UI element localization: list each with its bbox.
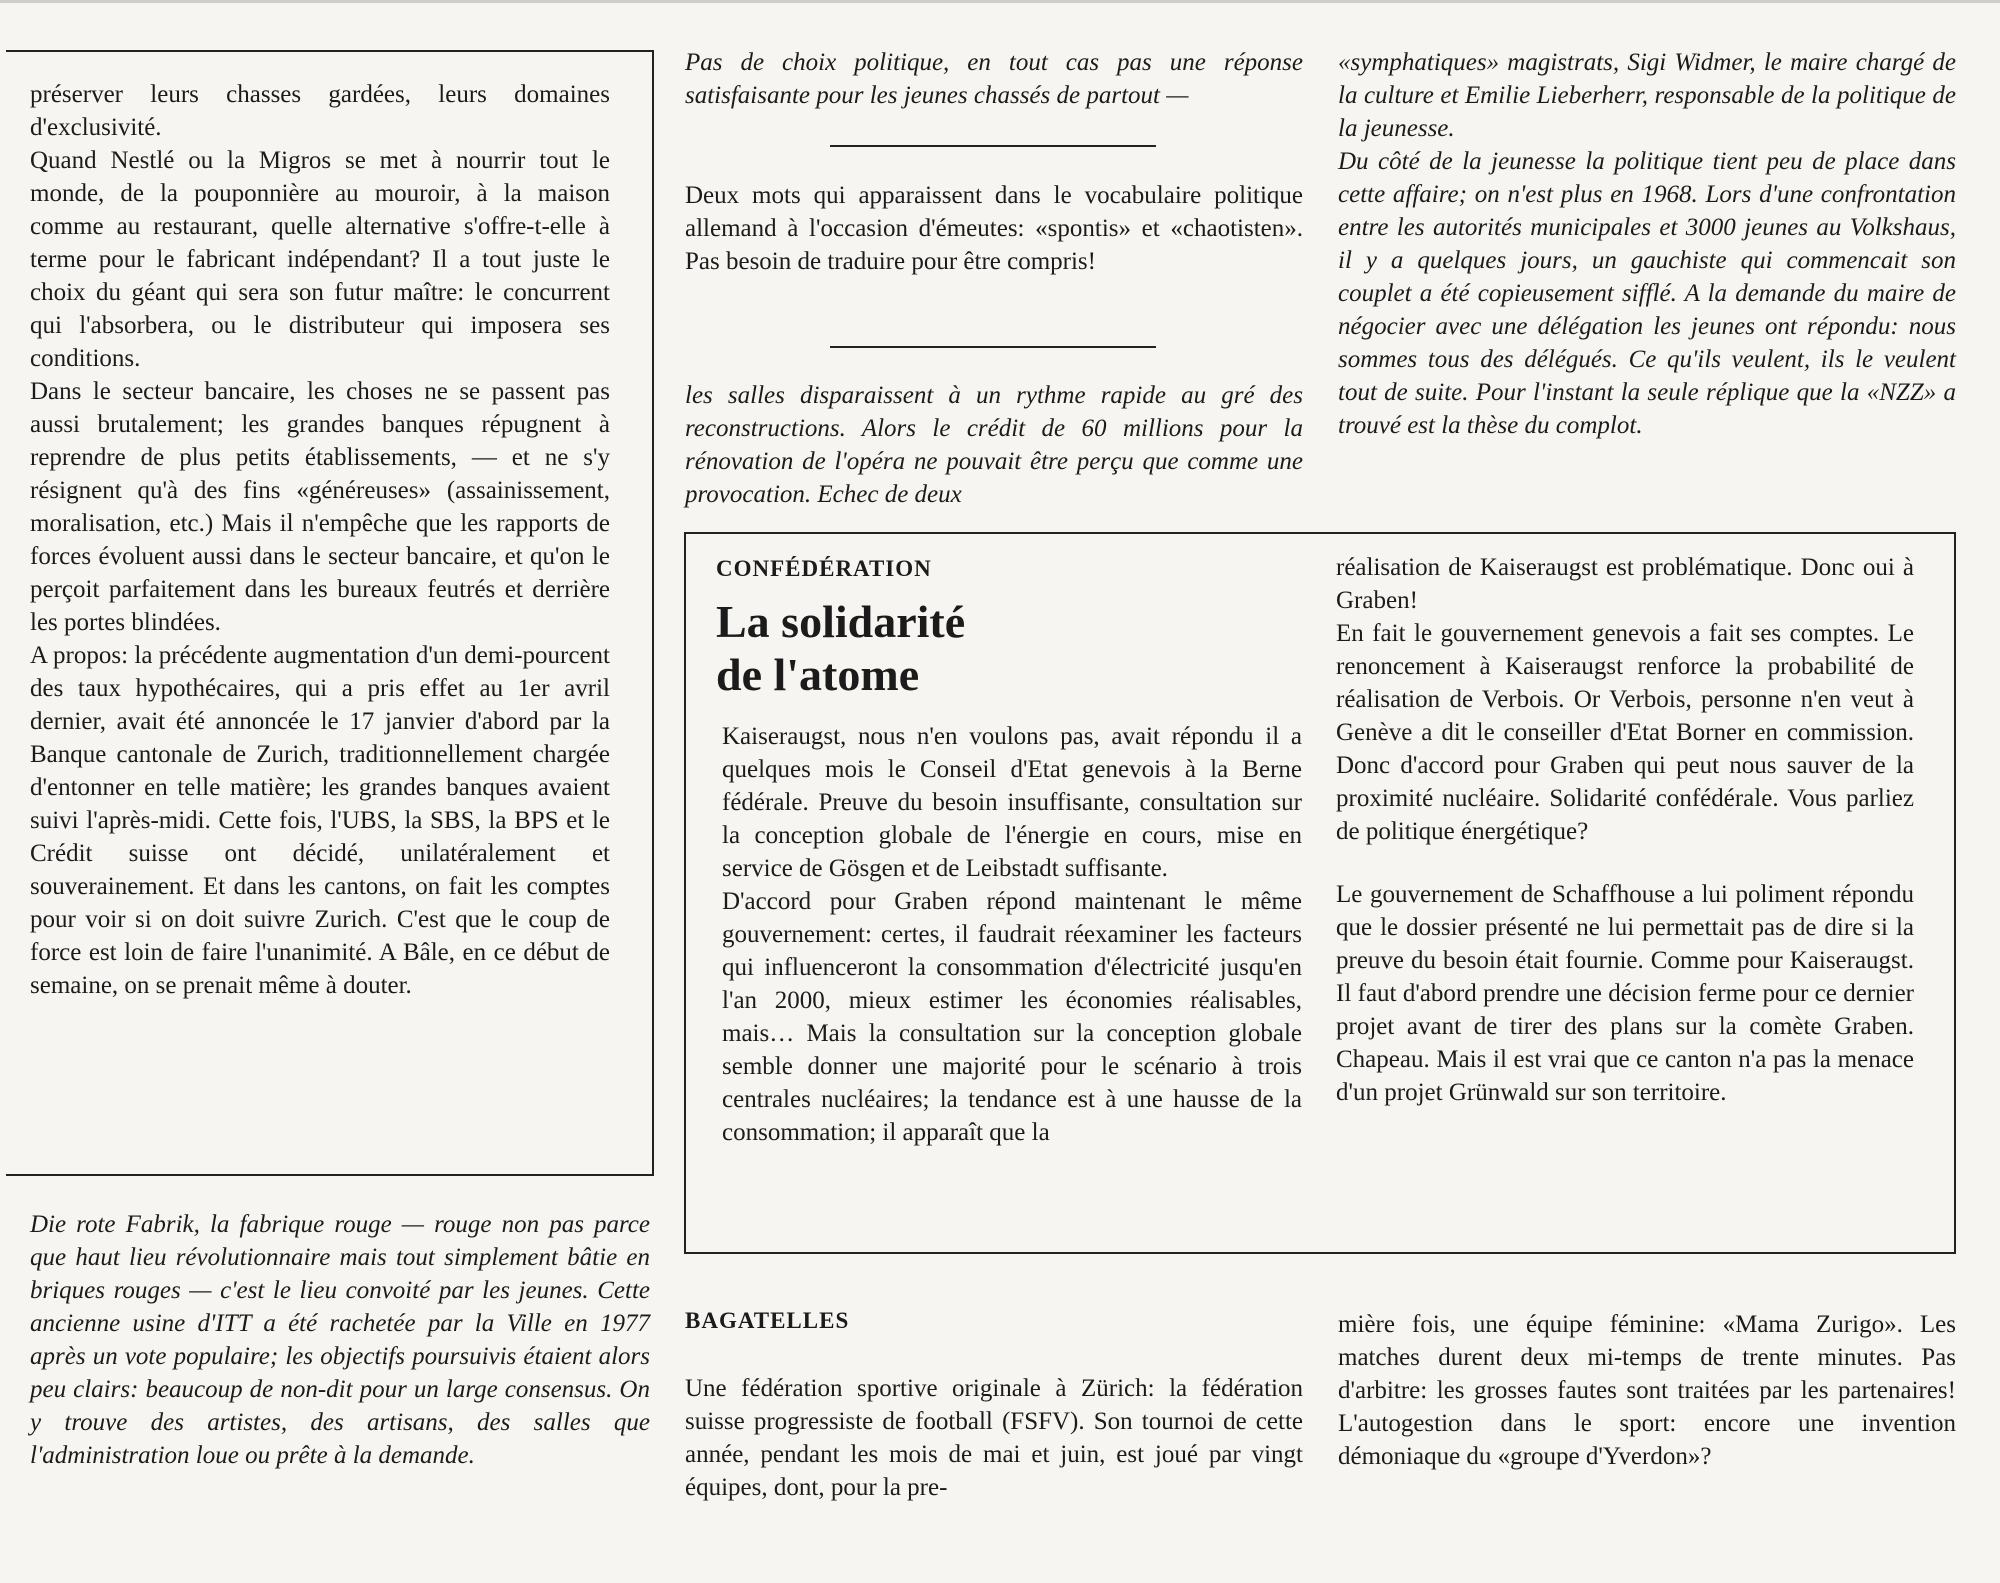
headline-line: de l'atome [716,649,920,700]
paragraph: «symphatiques» magistrats, Sigi Widmer, le maire chargé de la culture et Emilie Lieberherr, responsable de la politique de la jeunesse. [1338,49,1956,142]
left-bottom-italic-text [30,1208,650,1472]
paragraph: Pas de choix politique, en tout cas pas une réponse satisfaisante pour les jeunes chassés de partout — [685,49,1303,109]
article-headline [716,595,1316,701]
left-article-text [30,78,610,1002]
paragraph: Quand Nestlé ou la Migros se met à nourrir tout le monde, de la pouponnière au mouroir, à la maison comme au restaurant, quelle alternative s'offre-t-elle à terme pour le fabricant indépendant? Il a tout juste le choix du géant qui sera son futur maître: le concurrent qui l'absorbera, ou le distributeur qui imposera ses conditions. [30,147,610,372]
paragraph: préserver leurs chasses gardées, leurs domaines d'exclusivité. [30,81,610,141]
paragraph: D'accord pour Graben répond maintenant le même gouvernement: certes, il faudrait réexaminer les facteurs qui influenceront la consommation d'électricité jusqu'en l'an 2000, mieux estimer les économies réalisables, mais… Mais la consultation sur la conception globale semble donner une majorité pour le scénario à trois centrales nucléaires; la tendance est à une hausse de la consommation; il apparaît que la [722,888,1302,1146]
confederation-right-column [1336,551,1914,1109]
paragraph: Die rote Fabrik, la fabrique rouge — rouge non pas parce que haut lieu révolutionnaire mais tout simplement bâtie en briques rouges — c'est le lieu convoité par les jeunes. Cette ancienne usine d'ITT a été rachetée par la Ville en 1977 après un vote populaire; les objectifs poursuivis étaient alors peu clairs: beaucoup de non-dit pour un large consensus. On y trouve des artistes, des artisans, des salles que l'administration loue ou prête à la demande. [30,1211,650,1469]
paragraph: Dans le secteur bancaire, les choses ne se passent pas aussi brutalement; les grandes banques répugnent à reprendre de plus petits établissements, — et ne s'y résignent qu'à des fins «généreuses» (assainissement, moralisation, etc.) Mais il n'empêche que les rapports de forces évoluent aussi dans le secteur bancaire, et qu'on le perçoit parfaitement dans les bureaux feutrés et derrière les portes blindées. [30,378,610,636]
paragraph: les salles disparaissent à un rythme rapide au gré des reconstructions. Alors le crédit de 60 millions pour la rénovation de l'opéra ne pouvait être perçu que comme une provocation. Echec de deux [685,382,1303,508]
paragraph: Kaiseraugst, nous n'en voulons pas, avait répondu il a quelques mois le Conseil d'Etat genevois à la Berne fédérale. Preuve du besoin insuffisante, consultation sur la conception globale de l'énergie en cours, mise en service de Gösgen et de Leibstadt suffisante. [722,723,1302,882]
bagatelles-right-column [1338,1308,1956,1473]
section-kicker: BAGATELLES [685,1308,850,1333]
paragraph: Deux mots qui apparaissent dans le vocabulaire politique allemand à l'occasion d'émeutes: «spontis» et «chaotisten». Pas besoin de traduire pour être compris! [685,182,1303,275]
top-edge [0,0,2000,3]
headline-line: La solidarité [716,596,966,647]
divider-rule [830,145,1156,147]
paragraph: mière fois, une équipe féminine: «Mama Zurigo». Les matches durent deux mi-temps de trente minutes. Pas d'arbitre: les grosses fautes sont traitées par les partenaires! L'autogestion dans le sport: encore une invention démoniaque du «groupe d'Yverdon»? [1338,1311,1956,1470]
confederation-left-column [722,720,1302,1149]
bagatelles-left-column [685,1372,1303,1504]
right-top-italic-text [1338,46,1956,442]
paragraph: Le gouvernement de Schaffhouse a lui poliment répondu que le dossier présenté ne lui permettait pas de dire si la preuve du besoin était fournie. Comme pour Kaiseraugst. Il faut d'abord prendre une décision ferme pour ce dernier projet avant de tirer des plans sur la comète Graben. Chapeau. Mais il est vrai que ce canton n'a pas la menace d'un projet Grünwald sur son territoire. [1336,881,1914,1106]
mid-italic-text [685,379,1303,511]
divider-rule [830,346,1156,348]
paragraph: En fait le gouvernement genevois a fait ses comptes. Le renoncement à Kaiseraugst renforce la probabilité de réalisation de Verbois. Or Verbois, personne n'en veut à Genève a dit le conseiller d'Etat Borner en commission. Donc d'accord pour Graben qui peut nous sauver de la proximité nucléaire. Solidarité confédérale. Vous parliez de politique énergétique? [1336,620,1914,845]
mid-top-italic-text [685,46,1303,112]
paragraph: Du côté de la jeunesse la politique tient peu de place dans cette affaire; on n'est plus en 1968. Lors d'une confrontation entre les autorités municipales et 3000 jeunes au Volkshaus, il y a quelques jours, un gauchiste qui commencait son couplet a été copieusement sifflé. A la demande du maire de négocier avec une délégation les jeunes ont répondu: nous sommes tous des délégués. Ce qu'ils veulent, ils le veulent tout de suite. Pour l'instant la seule réplique que la «NZZ» a trouvé est la thèse du complot. [1338,148,1956,439]
paragraph: réalisation de Kaiseraugst est problématique. Donc oui à Graben! [1336,554,1914,614]
paragraph: Une fédération sportive originale à Zürich: la fédération suisse progressiste de football (FSFV). Son tournoi de cette année, pendant les mois de mai et juin, est joué par vingt équipes, dont, pour la pre- [685,1375,1303,1501]
mid-note-text [685,179,1303,278]
section-kicker: CONFÉDÉRATION [716,556,932,581]
paragraph: A propos: la précédente augmentation d'un demi-pourcent des taux hypothécaires, qui a pris effet au 1er avril dernier, avait été annoncée le 17 janvier d'abord par la Banque cantonale de Zurich, traditionnellement chargée d'entonner en telle matière; les grandes banques avaient suivi l'après-midi. Cette fois, l'UBS, la SBS, la BPS et le Crédit suisse ont décidé, unilatéralement et souverainement. Et dans les cantons, on fait les comptes pour voir si on doit suivre Zurich. C'est que le coup de force est loin de faire l'unanimité. A Bâle, en ce début de semaine, on se prenait même à douter. [30,642,610,999]
